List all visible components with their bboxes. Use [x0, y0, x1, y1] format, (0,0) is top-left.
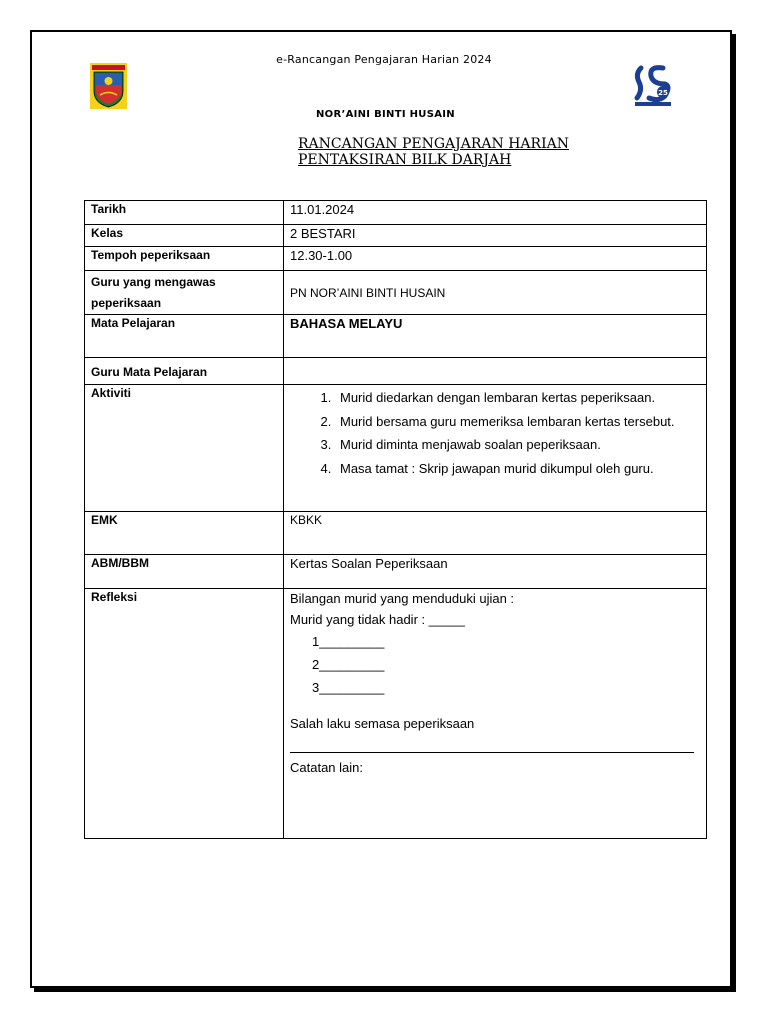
- school-crest-logo: [90, 63, 127, 109]
- row-refleksi: [85, 589, 707, 839]
- activity-item-2: 2. Murid bersama guru memeriksa lembaran kertas tersebut.: [335, 410, 700, 434]
- label-guru-mp: Guru Mata Pelajaran: [85, 358, 284, 385]
- title-line-2: PENTAKSIRAN BILK DARJAH: [298, 152, 512, 168]
- teacher-name: NOR’AINI BINTI HUSAIN: [316, 109, 455, 120]
- row-tempoh: [85, 247, 707, 271]
- value-tempoh: 12.30-1.00: [284, 247, 707, 271]
- row-kelas: [85, 225, 707, 247]
- label-kelas: Kelas: [85, 225, 284, 247]
- row-aktiviti: [85, 385, 707, 512]
- rph-table: [84, 200, 707, 839]
- refleksi-underline: [290, 742, 694, 753]
- ks-25-emblem-logo: [633, 64, 673, 108]
- label-guru-mengawas: [85, 271, 284, 315]
- refleksi-bilangan-murid: Bilangan murid yang menduduki ujian :: [290, 591, 515, 606]
- label-mata-pelajaran: Mata Pelajaran: [85, 315, 284, 358]
- label-aktiviti: Aktiviti: [85, 385, 284, 512]
- refleksi-catatan: Catatan lain:: [290, 760, 363, 775]
- value-guru-mengawas: PN NOR’AINI BINTI HUSAIN: [284, 271, 707, 315]
- activity-list: [290, 386, 700, 480]
- label-abm: ABM/BBM: [85, 555, 284, 589]
- row-tarikh: [85, 201, 707, 225]
- label-tempoh: Tempoh peperiksaan: [85, 247, 284, 271]
- label-guru-mengawas-line1: Guru yang mengawas: [91, 275, 216, 289]
- value-tarikh: 11.01.2024: [284, 201, 707, 225]
- title-line-1: RANCANGAN PENGAJARAN HARIAN: [298, 136, 569, 152]
- value-abm: Kertas Soalan Peperiksaan: [284, 555, 707, 589]
- label-tarikh: Tarikh: [85, 201, 284, 225]
- refleksi-tidak-hadir: Murid yang tidak hadir : _____: [290, 612, 465, 627]
- row-guru-mengawas: [85, 271, 707, 315]
- row-abm: [85, 555, 707, 589]
- value-emk: KBKK: [284, 512, 707, 555]
- svg-text:25: 25: [658, 89, 668, 97]
- refleksi-salah-laku: Salah laku semasa peperiksaan: [290, 716, 475, 731]
- value-refleksi: [284, 589, 707, 839]
- label-emk: EMK: [85, 512, 284, 555]
- value-mata-pelajaran: BAHASA MELAYU: [284, 315, 707, 358]
- row-emk: [85, 512, 707, 555]
- row-guru-mp: [85, 358, 707, 385]
- label-guru-mengawas-line2: peperiksaan: [91, 296, 162, 310]
- activity-item-3: 3. Murid diminta menjawab soalan peperiksaan.: [335, 433, 700, 457]
- refleksi-blank-1: 1_________: [312, 634, 385, 649]
- document-title: [298, 136, 569, 168]
- row-mata-pelajaran: [85, 315, 707, 358]
- value-aktiviti: [284, 385, 707, 512]
- label-refleksi: Refleksi: [85, 589, 284, 839]
- refleksi-blank-3: 3_________: [312, 680, 385, 695]
- refleksi-blank-2: 2_________: [312, 657, 385, 672]
- page-header: e-Rancangan Pengajaran Harian 2024: [276, 53, 492, 66]
- activity-item-1: 1. Murid diedarkan dengan lembaran kertas peperiksaan.: [335, 386, 700, 410]
- value-guru-mp: [284, 358, 707, 385]
- value-kelas: 2 BESTARI: [284, 225, 707, 247]
- activity-item-4: 4. Masa tamat : Skrip jawapan murid dikumpul oleh guru.: [335, 457, 700, 481]
